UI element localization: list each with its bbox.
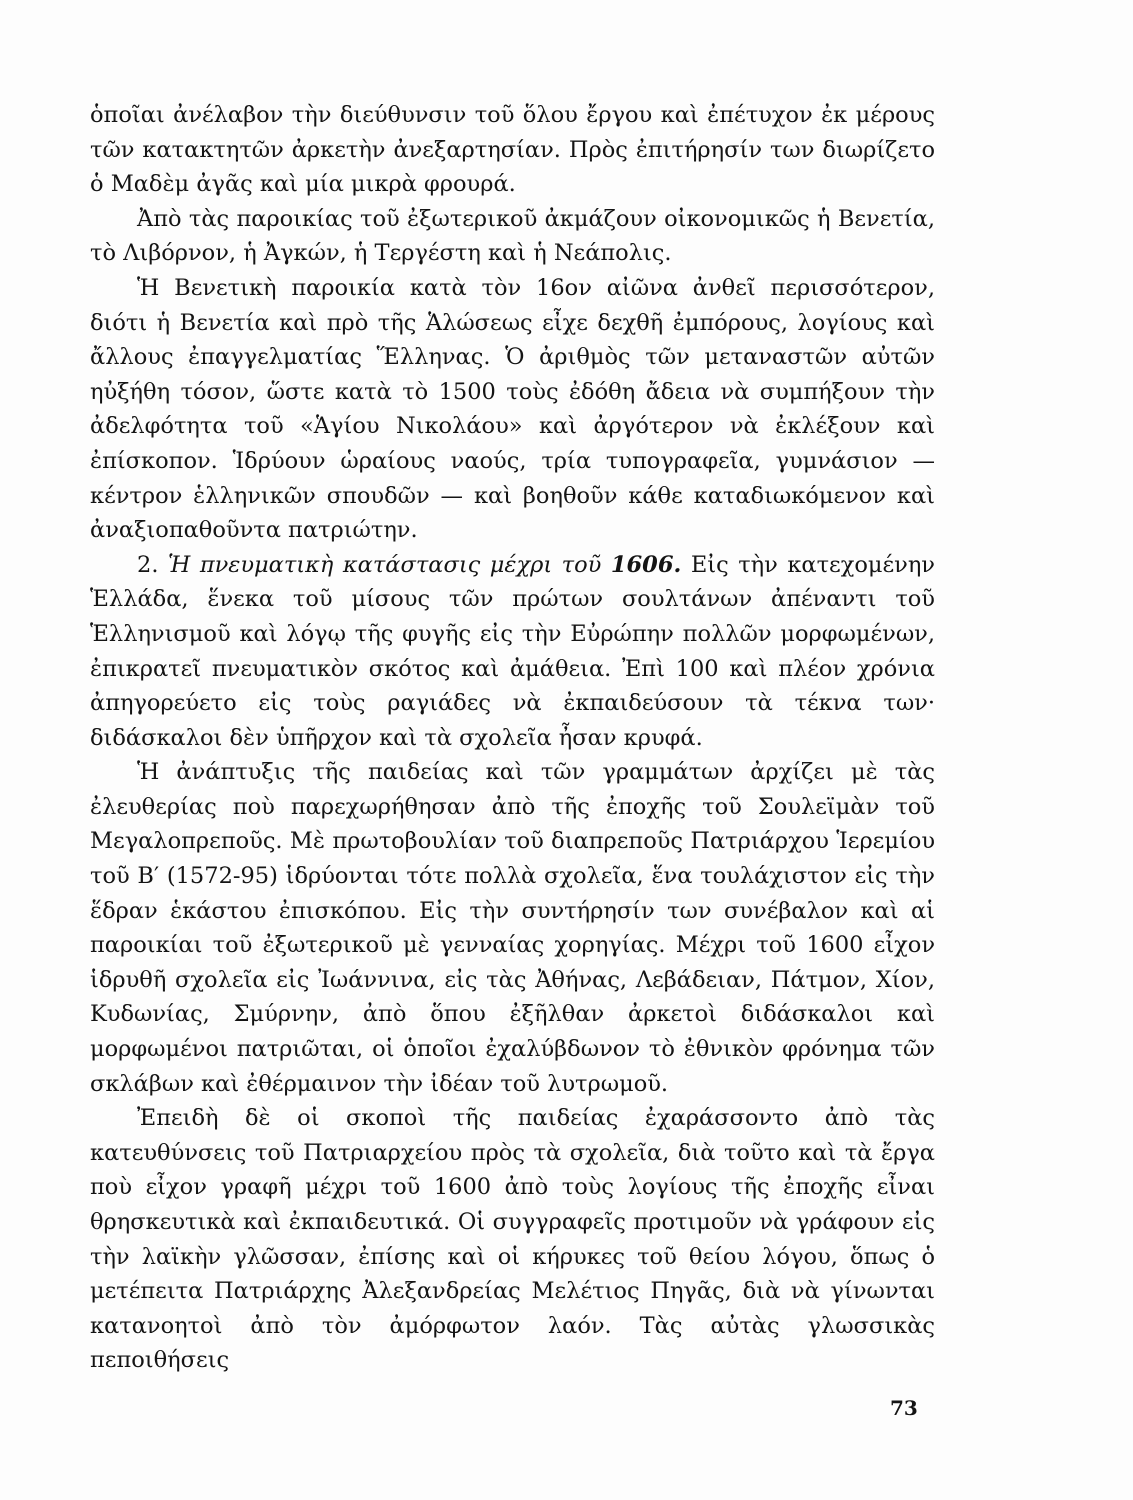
paragraph-venetian-colony: Ἡ Βενετικὴ παροικία κατὰ τὸν 16ον αἰῶνα ἀνθεῖ περισσότερον, διότι ἡ Βενετία καὶ πρὸ τῆς Ἁλώσεως εἶχε δεχθῆ ἐμπόρους, λογίους καὶ ἄλλους ἐπαγγελματίας Ἕλληνας. Ὁ ἀριθμὸς τῶν μεταναστῶν αὐτῶν ηὐξήθη τόσον, ὥστε κατὰ τὸ 1500 τοὺς ἐδόθη ἄδεια νὰ συμπήξουν τὴν ἀδελφότητα τοῦ «Ἁγίου Νικολάου» καὶ ἀργότερον νὰ ἐκλέξουν καὶ ἐπίσκοπον. Ἱδρύουν ὡραίους ναούς, τρία τυπογραφεῖα, γυμνάσιον — κέντρον ἑλληνικῶν σπουδῶν — καὶ βοηθοῦν κάθε καταδιωκόμενον καὶ ἀναξιοπαθοῦντα πατριώτην. bbox=[90, 274, 935, 544]
section-year: 1606. bbox=[610, 551, 682, 578]
page-number: 73 bbox=[890, 1396, 918, 1420]
paragraph-continuation: ὁποῖαι ἀνέλαβον τὴν διεύθυνσιν τοῦ ὅλου ἔργου καὶ ἐπέτυχον ἐκ μέρους τῶν κατακτητῶν ἀρκετὴν ἀνεξαρτησίαν. Πρὸς ἐπιτήρησίν των διωρίζετο ὁ Μαδὲμ ἀγᾶς καὶ μία μικρὰ φρουρά. bbox=[90, 102, 935, 198]
section-number: 2. bbox=[137, 551, 159, 578]
body-text bbox=[90, 98, 935, 1378]
paragraph-education-goals: Ἐπειδὴ δὲ οἱ σκοποὶ τῆς παιδείας ἐχαράσσοντο ἀπὸ τὰς κατευθύνσεις τοῦ Πατριαρχείου πρὸς τὰ σχολεῖα, διὰ τοῦτο καὶ τὰ ἔργα ποὺ εἶχον γραφῆ μέχρι τοῦ 1600 ἀπὸ τοὺς λογίους τῆς ἐποχῆς εἶναι θρησκευτικὰ καὶ ἐκπαιδευτικά. Οἱ συγγραφεῖς προτιμοῦν νὰ γράφουν εἰς τὴν λαϊκὴν γλῶσσαν, ἐπίσης καὶ οἱ κήρυκες τοῦ θείου λόγου, ὅπως ὁ μετέπειτα Πατριάρχης Ἀλεξανδρείας Μελέτιος Πηγᾶς, διὰ νὰ γίνωνται κατανοητοὶ ἀπὸ τὸν ἀμόρφωτον λαόν. Τὰς αὐτὰς γλωσσικὰς πεποιθήσεις bbox=[90, 1105, 935, 1374]
paragraph-colonies: Ἀπὸ τὰς παροικίας τοῦ ἐξωτερικοῦ ἀκμάζουν οἰκονομικῶς ἡ Βενετία, τὸ Λιβόρνον, ἡ Ἀγκών, ἡ Τεργέστη καὶ ἡ Νεάπολις. bbox=[90, 205, 935, 267]
section-paragraph bbox=[90, 548, 935, 756]
section-title: Ἡ πνευματικὴ κατάστασις μέχρι τοῦ bbox=[167, 551, 602, 578]
paragraph-education-development: Ἡ ἀνάπτυξις τῆς παιδείας καὶ τῶν γραμμάτων ἀρχίζει μὲ τὰς ἐλευθερίας ποὺ παρεχωρήθησαν ἀπὸ τῆς ἐποχῆς τοῦ Σουλεϊμὰν τοῦ Μεγαλοπρεποῦς. Μὲ πρωτοβουλίαν τοῦ διαπρεποῦς Πατριάρχου Ἱερεμίου τοῦ Β′ (1572-95) ἱδρύονται τότε πολλὰ σχολεῖα, ἕνα τουλάχιστον εἰς τὴν ἕδραν ἑκάστου ἐπισκόπου. Εἰς τὴν συντήρησίν των συνέβαλον καὶ αἱ παροικίαι τοῦ ἐξωτερικοῦ μὲ γενναίας χορηγίας. Μέχρι τοῦ 1600 εἶχον ἱδρυθῆ σχολεῖα εἰς Ἰωάννινα, εἰς τὰς Ἀθήνας, Λεβάδειαν, Πάτμον, Χίον, Κυδωνίας, Σμύρνην, ἀπὸ ὅπου ἐξῆλθαν ἀρκετοὶ διδάσκαλοι καὶ μορφωμένοι πατριῶται, οἱ ὁποῖοι ἐχαλύβδωνον τὸ ἐθνικὸν φρόνημα τῶν σκλάβων καὶ ἐθέρμαινον τὴν ἰδέαν τοῦ λυτρωμοῦ. bbox=[90, 759, 935, 1097]
paragraph-spiritual-state: Εἰς τὴν κατεχομένην Ἑλλάδα, ἕνεκα τοῦ μίσους τῶν πρώτων σουλτάνων ἀπέναντι τοῦ Ἑλληνισμοῦ καὶ λόγῳ τῆς φυγῆς εἰς τὴν Εὐρώπην πολλῶν μορφωμένων, ἐπικρατεῖ πνευματικὸν σκότος καὶ ἀμάθεια. Ἐπὶ 100 καὶ πλέον χρόνια ἀπηγορεύετο εἰς τοὺς ραγιάδες νὰ ἐκπαιδεύσουν τὰ τέκνα των· διδάσκαλοι δὲν ὑπῆρχον καὶ τὰ σχολεῖα ἦσαν κρυφά. bbox=[90, 551, 935, 751]
